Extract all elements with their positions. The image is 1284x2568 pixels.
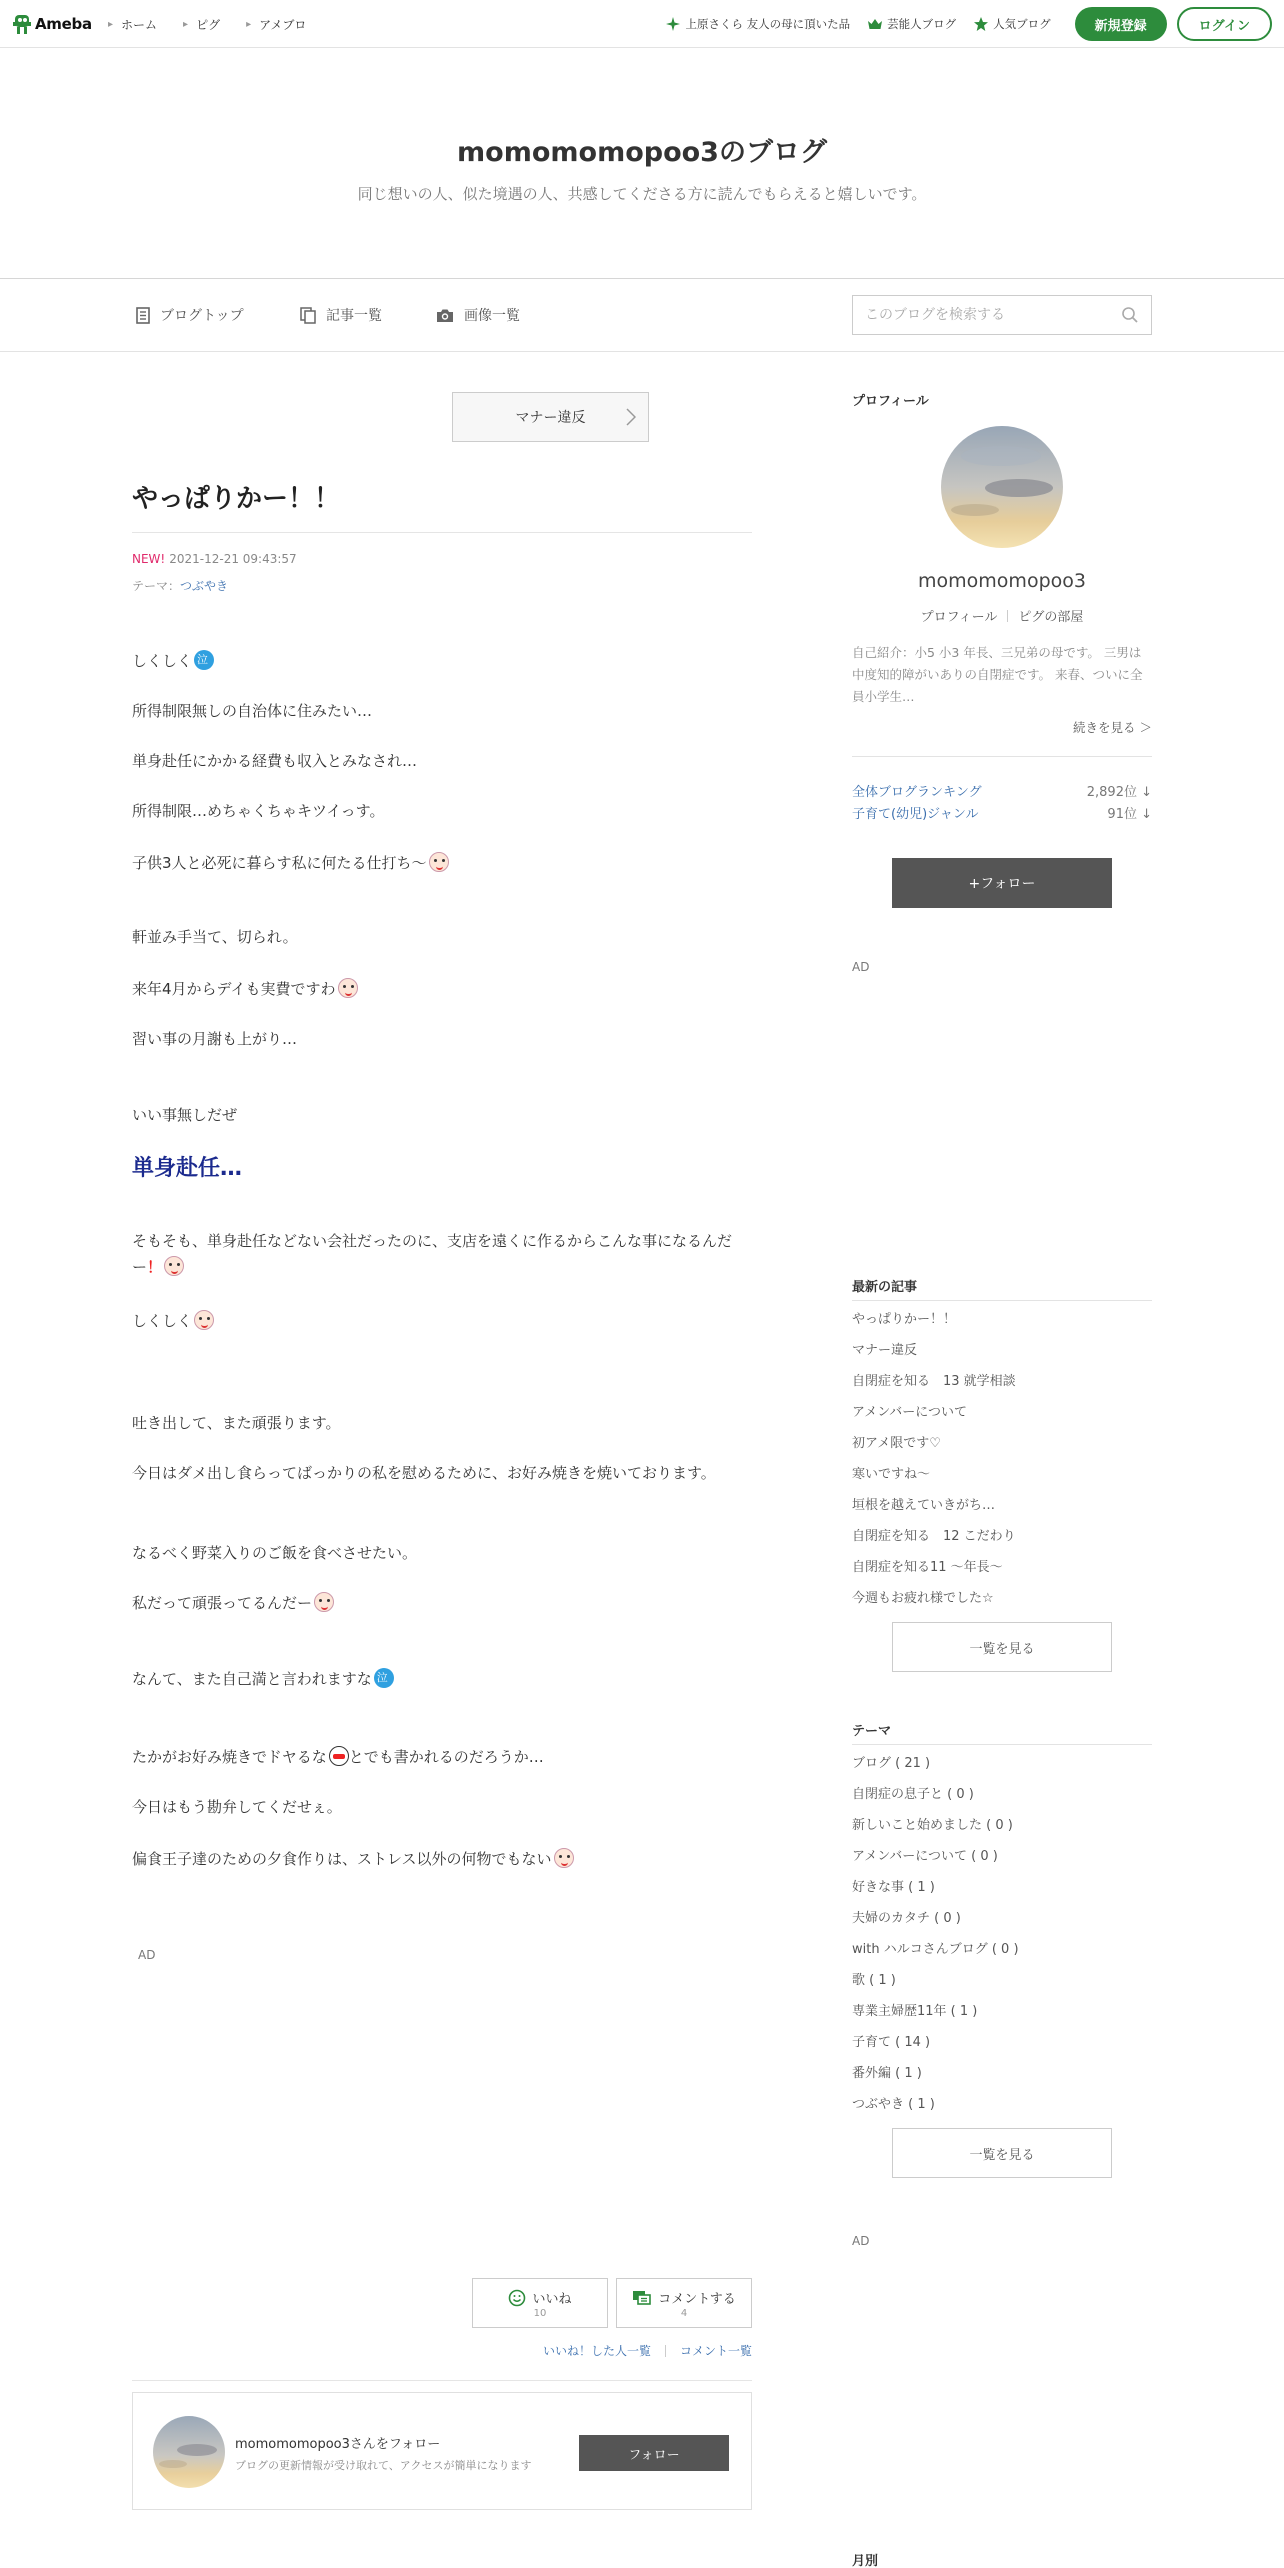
recent-item[interactable]: 初アメ限です♡ [852,1436,941,1451]
theme-list-more-button[interactable]: 一覧を見る [892,2128,1112,2178]
angry-face-emoji-icon [164,1256,184,1276]
paragraph-text: しくしく [132,652,193,670]
paragraph [132,850,752,876]
theme-link[interactable]: つぶやき [180,579,229,593]
recent-item[interactable]: 自閉症を知る 13 就学相談 [852,1374,1016,1389]
theme-item[interactable]: つぶやき ( 1 ) [852,2097,935,2112]
recent-item[interactable]: 自閉症を知る 12 こだわり [852,1529,1016,1544]
crown-icon [868,18,882,30]
divider [852,1300,1152,1301]
paragraph [132,1026,752,1052]
reaction-links [543,2342,752,2359]
login-button[interactable]: ログイン [1177,7,1272,41]
blog-title[interactable]: momomomopoo3のブログ [457,137,827,168]
theme-item[interactable]: 子育て ( 14 ) [852,2035,931,2050]
manner-violation-button[interactable] [452,392,649,442]
exclamation-mark: ！ [147,1258,163,1276]
recent-list [852,1310,1152,1620]
theme-item[interactable]: with ハルコさんブログ ( 0 ) [852,1942,1019,1957]
tired-face-emoji-icon [554,1848,574,1868]
sky-avatar-image [941,426,1063,548]
blog-search [852,295,1152,335]
like-label: いいね [532,2292,572,2307]
divider [852,1744,1152,1745]
monthly-heading: 月別 [852,2554,879,2568]
paragraph [132,924,752,950]
paragraph-text: 偏食王子達のための夕食作りは、ストレス以外の何物でもない [132,1850,552,1868]
ranking-value: 91位 ↓ [1107,807,1152,822]
star-icon [974,17,988,31]
comment-button[interactable] [616,2278,752,2328]
profile-intro: 自己紹介：小5 小3 年長、三兄弟の母です。 三男は中度知的障がいありの自閉症です。 来春、ついに全員小学生… [852,645,1143,704]
camera-icon [436,308,454,323]
global-nav [108,0,332,48]
ranking-value: 2,892位 ↓ [1086,785,1152,800]
paragraph-text: 所得制限無しの自治体に住みたい… [132,702,373,720]
comment-button-content [617,2288,751,2307]
paragraph-text: 来年4月からデイも実費ですわ [132,980,336,998]
paragraph [132,1744,752,1770]
follow-card [132,2392,752,2510]
header-actions [666,0,1272,48]
paragraph [132,1228,752,1280]
theme-item[interactable]: 自閉症の息子と ( 0 ) [852,1787,974,1802]
celebrity-blog-link[interactable] [868,16,956,32]
comment-label: コメントする [658,2292,736,2307]
theme-prefix: テーマ： [132,579,181,593]
paragraph-text: 所得制限…めちゃくちゃキツイっす。 [132,802,385,820]
copy-icon [300,307,316,324]
ameba-logo-text: Ameba [35,15,92,33]
blog-top-link[interactable] [136,305,244,325]
profile-avatar[interactable] [941,426,1063,548]
recent-item[interactable]: やっぱりかー！！ [852,1312,957,1327]
ad-label: AD [138,1948,156,1962]
signup-button[interactable]: 新規登録 [1075,7,1167,41]
paragraph-text: 私だって頑張ってるんだー [132,1594,313,1612]
like-count: 10 [533,2308,547,2319]
divider [132,2380,752,2381]
chevron-right-icon: ▸ [183,18,189,30]
entry-date [132,552,297,566]
nav-ameblo-label: アメブロ [259,17,307,32]
divider [132,532,752,533]
theme-item[interactable]: 歌 ( 1 ) [852,1973,896,1988]
paragraph-text: 子供3人と必死に暮らす私に何たる仕打ち〜 [132,854,427,872]
paragraph-text: とでも書かれるのだろうか… [348,1748,544,1766]
angry-mouth-emoji-icon [329,1746,349,1766]
separator [665,2345,666,2357]
profile-link[interactable]: プロフィール [920,610,998,625]
nav-pigg[interactable] [183,16,220,33]
image-list-link[interactable] [436,305,520,325]
nav-home[interactable] [108,16,157,33]
paragraph [132,1410,752,1436]
chevron-right-icon: ▸ [108,18,114,30]
profile-links [852,606,1152,625]
entry-date-value: 2021-12-21 09:43:57 [169,552,297,566]
smile-icon [508,2289,526,2307]
paragraph [132,698,752,724]
profile-heading: プロフィール [852,394,929,409]
theme-list [852,1754,1152,2126]
new-badge: NEW! [132,552,166,566]
chevron-right-icon: ▸ [246,18,252,30]
nav-home-label: ホーム [121,17,158,32]
nav-pigg-label: ピグ [196,17,221,32]
nav-ameblo[interactable] [246,16,306,33]
recent-list-more-button[interactable]: 一覧を見る [892,1622,1112,1672]
crying-emoji-icon [374,1668,394,1688]
paragraph-text: 単身赴任にかかる経費も収入とみなされ… [132,752,418,770]
follow-button[interactable]: +フォロー [892,858,1112,908]
paragraph-text: そもそも、単身赴任などない会社だったのに、支店を遠くに作るからこんな事になるんだー [132,1232,733,1276]
blog-nav [0,280,1284,352]
comments-list-link[interactable]: コメント一覧 [679,2344,752,2358]
follow-card-title: momomomopoo3さんをフォロー [235,2437,441,2452]
recent-item[interactable]: アメンバーについて [852,1405,968,1420]
chevron-right-icon [626,408,636,426]
paragraph [132,1460,752,1486]
paragraph [132,1666,752,1692]
ranking-genre [852,803,1152,822]
recent-heading: 最新の記事 [852,1280,918,1295]
global-header [0,0,1284,48]
recent-item[interactable]: 自閉症を知る11 〜年長〜 [852,1560,1003,1575]
theme-item[interactable]: 番外編 ( 1 ) [852,2066,922,2081]
like-button[interactable] [472,2278,608,2328]
paragraph [132,798,752,824]
blog-header [0,48,1284,279]
paragraph [132,1540,752,1566]
theme-heading: テーマ [852,1724,892,1739]
sad-face-emoji-icon [194,1310,214,1330]
theme-item[interactable]: 専業主婦歴11年 ( 1 ) [852,2004,978,2019]
paragraph-text: 今日はもう勘弁してくだせぇ。 [132,1798,342,1816]
profile-name[interactable]: momomomopoo3 [918,570,1086,592]
paragraph [132,1590,752,1616]
blog-description: 同じ想いの人、似た境遇の人、共感してくださる方に読んでもらえると嬉しいです。 [357,185,927,203]
follow-card-description: ブログの更新情報が受け取れて、アクセスが簡単になります [235,2459,532,2472]
popular-blog-label: 人気ブログ [993,17,1051,31]
image-list-label: 画像一覧 [464,308,520,324]
shock-face-emoji-icon [338,978,358,998]
ranking-label[interactable]: 全体ブログランキング [852,785,982,800]
paragraph [132,1102,752,1128]
ad-label: AD [852,960,870,974]
sparkle-icon [666,17,680,31]
celebrity-blog-label: 芸能人ブログ [887,17,957,31]
recent-item[interactable]: 今週もお疲れ様でした☆ [852,1591,994,1606]
ranking-overall [852,781,1152,800]
paragraph [132,1846,752,1872]
like-button-content [473,2288,607,2307]
paragraph-text: 今日はダメ出し食らってばっかりの私を慰めるために、お好み焼きを焼いております。 [132,1464,716,1482]
recent-item[interactable]: 垣根を越えていきがち… [852,1498,996,1513]
paragraph-text: しくしく [132,1312,193,1330]
paragraph [132,976,752,1002]
paragraph-text: 吐き出して、また頑張ります。 [132,1414,341,1432]
sad-face-emoji-icon [429,852,449,872]
paragraph-text: 習い事の月謝も上がり… [132,1030,298,1048]
theme-item[interactable]: アメンバーについて ( 0 ) [852,1849,998,1864]
paragraph [132,1794,752,1820]
paragraph [132,748,752,774]
paragraph-text: いい事無しだぜ [132,1106,238,1124]
blog-top-label: ブログトップ [160,308,244,324]
paragraph-text: なんて、また自己満と言われますな [132,1670,372,1688]
ad-label: AD [852,2234,870,2248]
document-icon [136,307,150,324]
blog-search-input[interactable] [853,296,1103,334]
recent-item[interactable]: マナー違反 [852,1343,918,1358]
paragraph-text: 軒並み手当て、切られ。 [132,928,298,946]
theme-item[interactable]: 夫婦のカタチ ( 0 ) [852,1911,961,1926]
paragraph-text: たかがお好み焼きでドヤるな [132,1748,327,1766]
theme-item[interactable]: 好きな事 ( 1 ) [852,1880,935,1895]
entry-list-label: 記事一覧 [326,308,382,324]
ameba-logo-icon [12,13,32,35]
popular-blog-link[interactable] [974,16,1051,32]
divider [852,756,1152,757]
entry-theme [132,577,228,594]
trending-link-label: 上原さくら 友人の母に頂いた品 [685,17,851,31]
follow-button[interactable]: フォロー [579,2435,729,2471]
paragraph [132,1308,752,1334]
read-more-link[interactable]: 続きを見る ＞ [1073,720,1152,735]
fist-face-emoji-icon [314,1592,334,1612]
comment-count: 4 [680,2308,688,2319]
ranking-label[interactable]: 子育て(幼児)ジャンル [852,807,979,822]
entry-title[interactable]: やっぱりかー！！ [132,484,341,514]
ameba-logo[interactable] [12,12,92,36]
theme-item[interactable]: 新しいこと始めました ( 0 ) [852,1818,1013,1833]
manner-violation-label: マナー違反 [515,410,586,426]
theme-item[interactable]: ブログ ( 21 ) [852,1756,931,1771]
likers-list-link[interactable]: いいね！した人一覧 [542,2344,651,2358]
separator [1007,610,1008,622]
paragraph [132,648,752,674]
pigg-room-link[interactable]: ピグの部屋 [1018,610,1084,625]
crying-emoji-icon [194,650,214,670]
section-heading: 単身赴任… [132,1156,243,1181]
recent-item[interactable]: 寒いですね〜 [852,1467,931,1482]
sky-avatar-image [153,2416,225,2488]
avatar[interactable] [153,2416,225,2488]
entry-list-link[interactable] [300,305,382,325]
paragraph-text: なるべく野菜入りのご飯を食べさせたい。 [132,1544,418,1562]
trending-link[interactable] [666,16,850,32]
comment-icon [632,2290,652,2306]
search-icon[interactable] [1121,306,1139,324]
